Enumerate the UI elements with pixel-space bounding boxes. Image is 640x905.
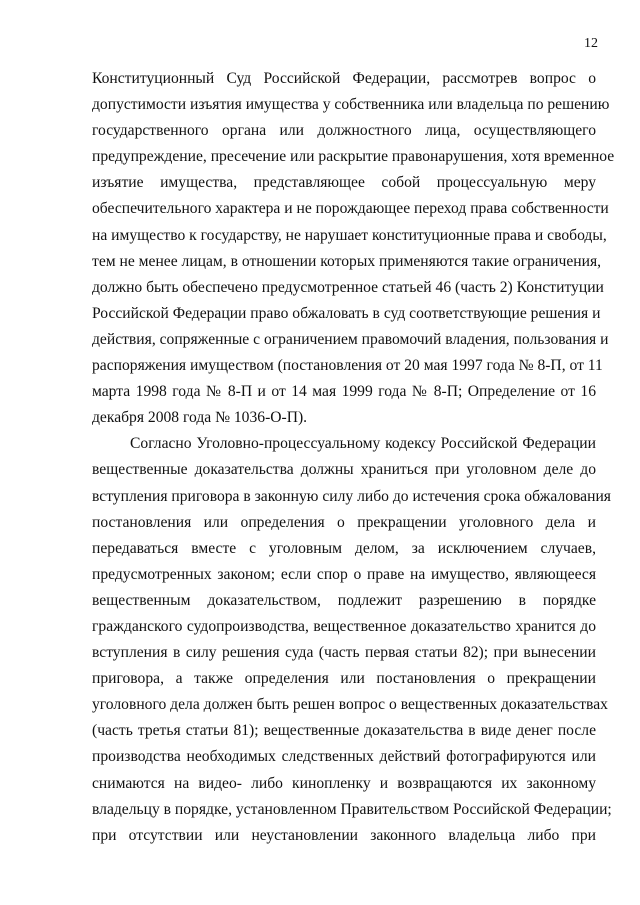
text-line: допустимости изъятия имущества у собственника или владельца по решению	[92, 96, 610, 114]
text-line: марта 1998 года № 8-П и от 14 мая 1999 года № 8-П; Определение от 16	[92, 383, 596, 401]
text-line: вступления приговора в законную силу либо до истечения срока обжалования	[92, 487, 611, 505]
text-line: государственного органа или должностного лица, осуществляющего	[92, 122, 596, 140]
text-line: действия, сопряженные с ограничением правомочий владения, пользования и	[92, 330, 609, 348]
text-line: Российской Федерации право обжаловать в суд соответствующие решения и	[92, 304, 601, 322]
text-line: приговора, а также определения или постановления о прекращении	[92, 670, 596, 688]
text-line: гражданского судопроизводства, вещественное доказательство хранится до	[92, 617, 596, 635]
paragraph-1	[92, 66, 615, 431]
text-line: (часть третья статьи 81); вещественные доказательства в виде денег после	[92, 722, 596, 740]
text-line: Согласно Уголовно-процессуальному кодексу Российской Федерации	[130, 435, 596, 453]
text-line: вступления в силу решения суда (часть первая статьи 82); при вынесении	[92, 644, 596, 662]
text-line: передаваться вместе с уголовным делом, за исключением случаев,	[92, 539, 596, 557]
text-line: тем не менее лицам, в отношении которых применяются такие ограничения,	[92, 252, 602, 270]
text-line: при отсутствии или неустановлении законного владельца либо при	[92, 826, 596, 844]
text-line: на имущество к государству, не нарушает конституционные права и свободы,	[92, 226, 607, 244]
text-line: владельцу в порядке, установленном Правительством Российской Федерации;	[92, 800, 612, 818]
text-line: вещественным доказательством, подлежит разрешению в порядке	[92, 591, 596, 609]
text-line: предусмотренных законом; если спор о праве на имущество, являющееся	[92, 565, 596, 583]
text-line: должно быть обеспечено предусмотренное статьей 46 (часть 2) Конституции	[92, 278, 604, 296]
paragraph-2	[92, 431, 612, 849]
text-line: декабря 2008 года № 1036-О-П).	[92, 409, 308, 427]
text-line: Конституционный Суд Российской Федерации, рассмотрев вопрос о	[92, 70, 596, 87]
text-line: вещественные доказательства должны храниться при уголовном деле до	[92, 461, 596, 479]
text-line: обеспечительного характера и не порождающее переход права собственности	[92, 200, 609, 218]
text-line: предупреждение, пресечение или раскрытие правонарушения, хотя временное	[92, 148, 615, 166]
body-text	[92, 66, 615, 849]
text-line: распоряжения имуществом (постановления от 20 мая 1997 года № 8-П, от 11	[92, 357, 603, 375]
text-line: снимаются на видео- либо кинопленку и возвращаются их законному	[92, 774, 596, 792]
text-line: изъятие имущества, представляющее собой процессуальную меру	[92, 174, 596, 192]
text-line: постановления или определения о прекращении уголовного дела и	[92, 513, 596, 531]
page-number: 12	[584, 36, 598, 51]
text-line: уголовного дела должен быть решен вопрос о вещественных доказательствах	[92, 696, 608, 714]
text-line: производства необходимых следственных действий фотографируются или	[92, 748, 596, 766]
